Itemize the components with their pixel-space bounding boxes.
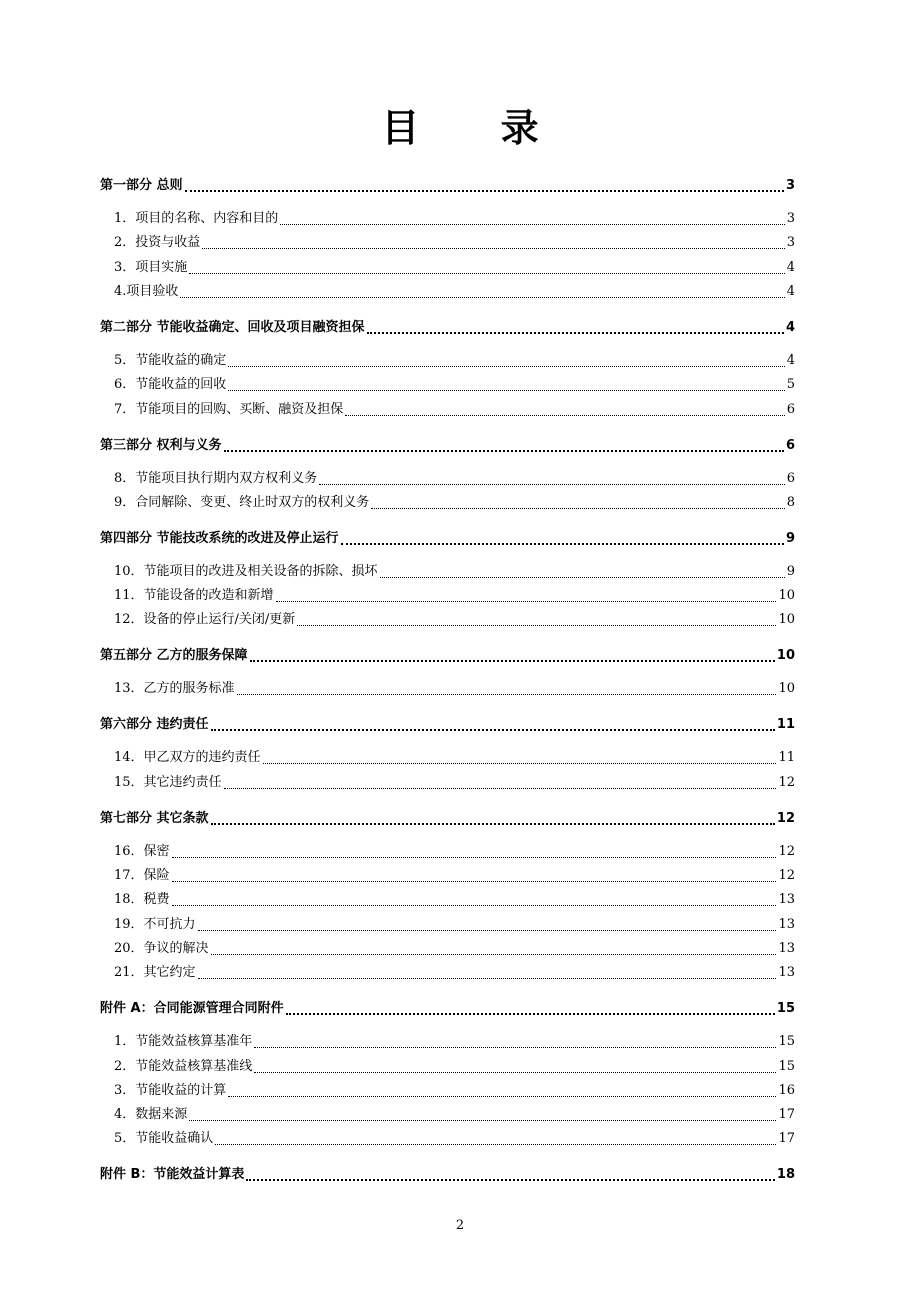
toc-page-number: 6 xyxy=(786,401,795,417)
toc-item-entry xyxy=(114,771,795,793)
dot-leader xyxy=(371,496,784,509)
toc-section-entry xyxy=(100,644,795,666)
toc-item-entry xyxy=(114,373,795,395)
dot-leader xyxy=(198,918,777,931)
toc-entry-title: 附件 A：合同能源管理合同附件 xyxy=(100,1001,284,1017)
toc-entry-title: 20．争议的解决 xyxy=(114,940,209,956)
toc-page-number: 17 xyxy=(778,1131,795,1147)
toc-entry-title: 3．节能收益的计算 xyxy=(114,1082,227,1098)
toc-section-entry xyxy=(100,1163,795,1185)
toc-page-number: 6 xyxy=(786,470,795,486)
toc-section-entry xyxy=(100,807,795,829)
toc-item-entry xyxy=(114,1030,795,1052)
toc-entry-title: 10．节能项目的改进及相关设备的拆除、损坏 xyxy=(114,563,378,579)
toc-item-entry xyxy=(114,864,795,886)
toc-entry-title: 5．节能收益的确定 xyxy=(114,352,227,368)
toc-page-number: 8 xyxy=(786,494,795,510)
toc-page-number: 3 xyxy=(785,178,795,193)
toc-item-entry xyxy=(114,677,795,699)
toc-section-entry xyxy=(100,713,795,735)
toc-entry-title: 21．其它约定 xyxy=(114,965,196,981)
dot-leader xyxy=(319,472,784,485)
dot-leader xyxy=(211,717,775,731)
toc-page-number: 4 xyxy=(786,283,795,299)
toc-page-number: 12 xyxy=(778,868,795,883)
toc-item-entry xyxy=(114,840,795,862)
toc-page-number: 10 xyxy=(778,588,795,604)
toc-page-number: 16 xyxy=(778,1082,795,1098)
toc-item-entry xyxy=(114,746,795,768)
toc-entry-title: 8．节能项目执行期内双方权利义务 xyxy=(114,470,318,486)
toc-page-number: 18 xyxy=(776,1167,795,1183)
toc-entry-title: 11．节能设备的改造和新增 xyxy=(114,588,274,604)
dot-leader xyxy=(189,261,784,274)
toc-entry-title: 16．保密 xyxy=(114,843,170,859)
toc-item-entry xyxy=(114,398,795,420)
toc-page-number: 15 xyxy=(778,1034,795,1050)
toc-entry-title: 3．项目实施 xyxy=(114,259,188,275)
toc-entry-title: 2．节能效益核算基准线 xyxy=(114,1058,253,1074)
toc-page-number: 10 xyxy=(778,681,795,697)
dot-leader xyxy=(246,1167,774,1181)
toc-page-number: 13 xyxy=(778,916,795,932)
toc-entry-title: 2．投资与收益 xyxy=(114,235,201,251)
toc-item-entry xyxy=(114,913,795,935)
toc-entry-title: 15．其它违约责任 xyxy=(114,774,222,790)
toc-page-number: 5 xyxy=(786,377,795,393)
toc-item-entry xyxy=(114,584,795,606)
toc-page-number: 4 xyxy=(786,352,795,368)
dot-leader xyxy=(263,751,777,764)
page-title: 目 录 xyxy=(381,106,573,150)
page-number: 2 xyxy=(455,1218,465,1233)
toc-page-number: 10 xyxy=(778,612,795,628)
toc-entry-title: 12．设备的停止运行/关闭/更新 xyxy=(114,612,296,628)
toc-item-entry xyxy=(114,349,795,371)
dot-leader xyxy=(211,942,777,955)
dot-leader xyxy=(198,966,777,979)
toc-item-entry xyxy=(114,207,795,229)
toc-page-number: 13 xyxy=(778,940,795,956)
toc-section-entry xyxy=(100,997,795,1019)
dot-leader xyxy=(286,1001,775,1015)
toc-page-number: 15 xyxy=(776,1001,795,1017)
toc-page-number: 12 xyxy=(778,843,795,859)
toc-item-entry xyxy=(114,467,795,489)
toc-entry-title: 第七部分 其它条款 xyxy=(100,810,209,826)
toc-item-entry xyxy=(114,280,795,302)
toc-entry-title: 14．甲乙双方的违约责任 xyxy=(114,750,261,766)
toc-entry-title: 9．合同解除、变更、终止时双方的权利义务 xyxy=(114,494,370,510)
toc-item-entry xyxy=(114,560,795,582)
toc-page-number: 3 xyxy=(786,235,795,251)
toc-section-entry xyxy=(100,527,795,549)
toc-entry-title: 第三部分 权利与义务 xyxy=(100,437,222,453)
toc-entry-title: 4．数据来源 xyxy=(114,1107,188,1123)
dot-leader xyxy=(211,811,775,825)
toc-item-entry xyxy=(114,1103,795,1125)
toc-page-number: 11 xyxy=(776,717,795,733)
toc-page-number: 17 xyxy=(778,1107,795,1123)
toc-item-entry xyxy=(114,491,795,513)
dot-leader xyxy=(254,1035,776,1048)
toc-entry-title: 第二部分 节能收益确定、回收及项目融资担保 xyxy=(100,319,365,335)
toc-item-entry xyxy=(114,888,795,910)
dot-leader xyxy=(228,378,784,391)
dot-leader xyxy=(367,320,784,334)
dot-leader xyxy=(345,403,784,416)
toc-item-entry xyxy=(114,937,795,959)
toc-entry-title: 5．节能收益确认 xyxy=(114,1131,214,1147)
toc-entry-title: 18．税费 xyxy=(114,892,170,908)
dot-leader xyxy=(228,1084,776,1097)
dot-leader xyxy=(276,589,777,602)
toc-section-entry xyxy=(100,434,795,456)
toc-page-number: 4 xyxy=(785,319,795,335)
toc-item-entry xyxy=(114,1127,795,1149)
toc-entry-title: 第五部分 乙方的服务保障 xyxy=(100,648,248,664)
dot-leader xyxy=(228,354,784,367)
toc-page-number: 13 xyxy=(778,892,795,908)
toc-entry-title: 第六部分 违约责任 xyxy=(100,717,209,733)
toc-page-number: 12 xyxy=(776,810,795,826)
toc-item-entry xyxy=(114,1055,795,1077)
dot-leader xyxy=(280,212,784,225)
dot-leader xyxy=(172,869,777,882)
toc-entry-title: 1．项目的名称、内容和目的 xyxy=(114,211,279,226)
dot-leader xyxy=(380,565,785,578)
toc-entry-title: 1．节能效益核算基准年 xyxy=(114,1034,253,1050)
dot-leader xyxy=(202,236,784,249)
dot-leader xyxy=(189,1108,776,1121)
toc-item-entry xyxy=(114,231,795,253)
toc-page-number: 15 xyxy=(778,1058,795,1074)
toc-item-entry xyxy=(114,608,795,630)
toc-section-entry xyxy=(100,174,795,196)
toc-entry-title: 7．节能项目的回购、买断、融资及担保 xyxy=(114,401,344,417)
toc-page-number: 3 xyxy=(786,211,795,226)
dot-leader xyxy=(172,893,777,906)
toc-entry-title: 4.项目验收 xyxy=(114,283,179,299)
dot-leader xyxy=(250,648,775,662)
toc-entry-title: 19．不可抗力 xyxy=(114,916,196,932)
dot-leader xyxy=(341,531,784,545)
toc-page-number: 11 xyxy=(778,750,795,766)
toc-item-entry xyxy=(114,961,795,983)
dot-leader xyxy=(254,1060,776,1073)
dot-leader xyxy=(215,1132,776,1145)
toc-entry-title: 附件 B：节能效益计算表 xyxy=(100,1167,245,1183)
toc-page-number: 9 xyxy=(785,530,795,546)
dot-leader xyxy=(172,845,777,858)
toc-entry-title: 17．保险 xyxy=(114,868,170,883)
toc-entry-title: 第一部分 总则 xyxy=(100,178,183,193)
toc-page-number: 6 xyxy=(785,437,795,453)
toc-entry-title: 第四部分 节能技改系统的改进及停止运行 xyxy=(100,530,339,546)
dot-leader xyxy=(185,178,784,192)
dot-leader xyxy=(224,438,784,452)
dot-leader xyxy=(224,776,777,789)
toc-entry-title: 6．节能收益的回收 xyxy=(114,377,227,393)
toc-page-number: 10 xyxy=(776,648,795,664)
toc-page-number: 9 xyxy=(786,563,795,579)
dot-leader xyxy=(180,285,784,298)
toc-section-entry xyxy=(100,316,795,338)
dot-leader xyxy=(297,613,776,626)
toc-entry-title: 13．乙方的服务标准 xyxy=(114,681,235,697)
dot-leader xyxy=(237,682,777,695)
toc-page-number: 13 xyxy=(778,965,795,981)
toc-item-entry xyxy=(114,1079,795,1101)
toc-page-number: 4 xyxy=(786,259,795,275)
toc-item-entry xyxy=(114,256,795,278)
toc-page-number: 12 xyxy=(778,774,795,790)
